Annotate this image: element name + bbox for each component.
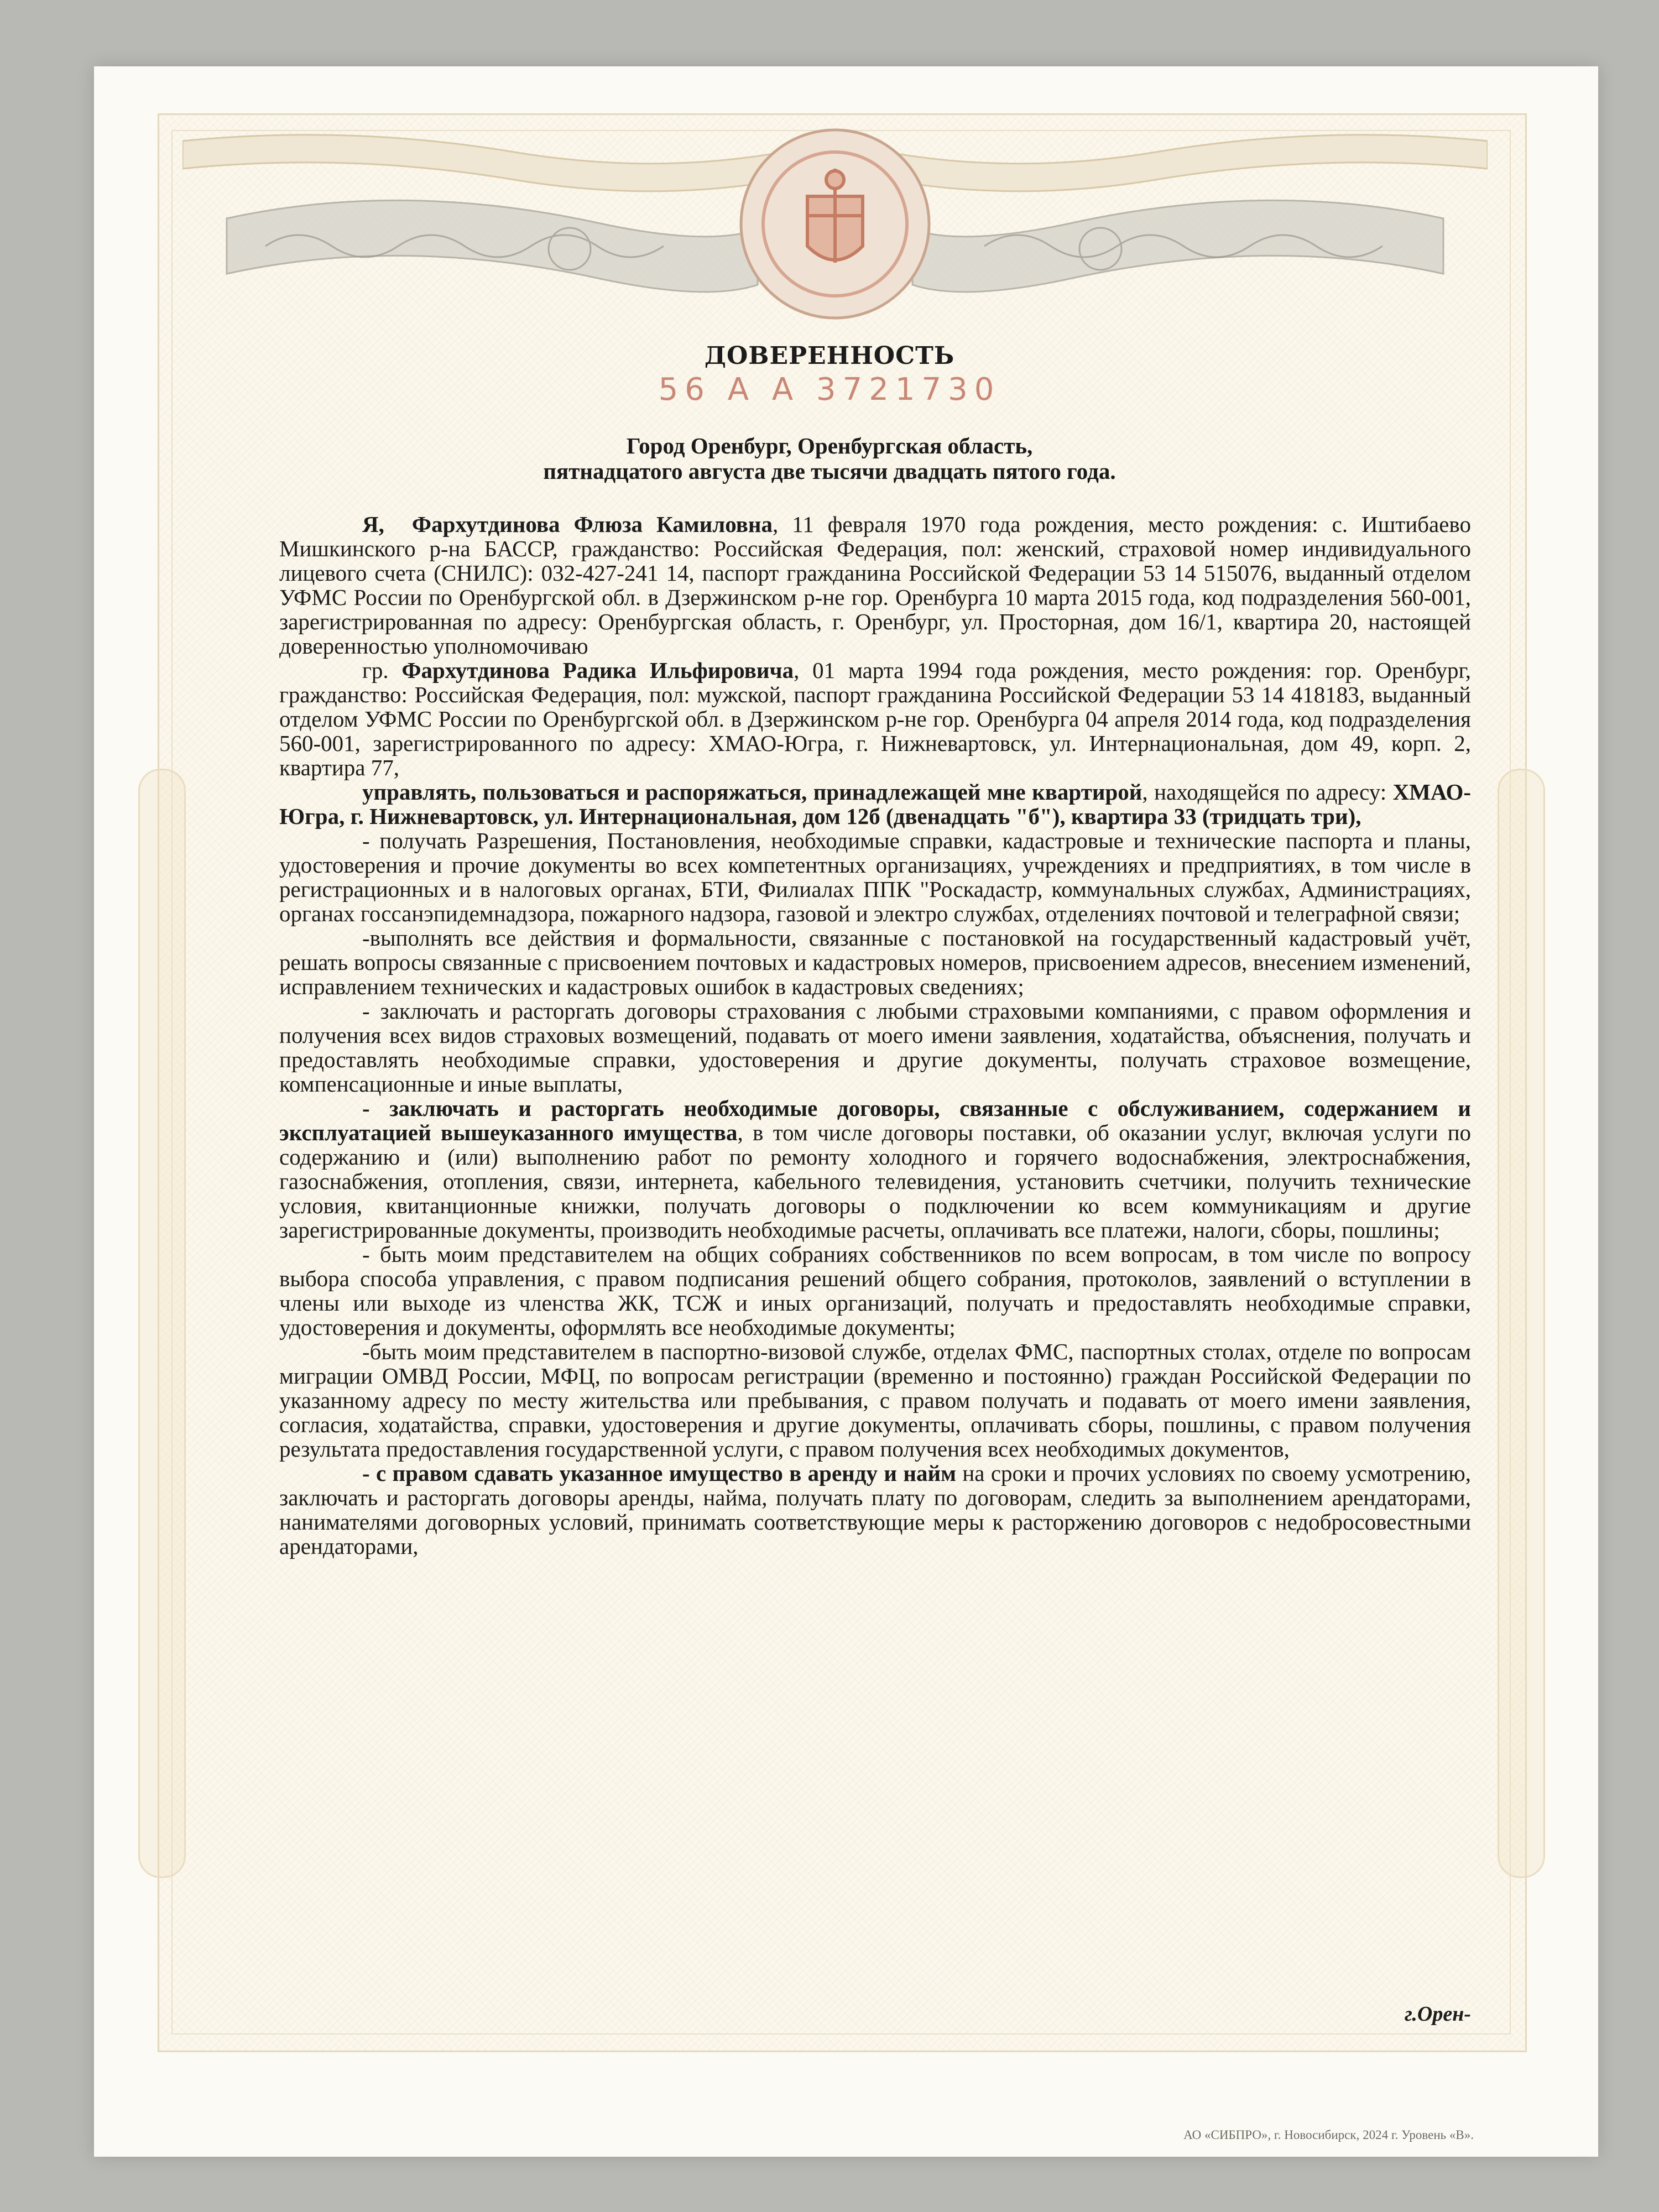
agent-name: Фархутдинова Радика Ильфировича (401, 658, 794, 683)
rent-powers: - с правом сдавать указанное имущество в аренду и найм (362, 1460, 956, 1486)
place-line: Город Оренбург, Оренбургская область, (626, 433, 1033, 458)
agent-prefix: гр. (362, 658, 389, 683)
meetings-paragraph: - быть моим представителем на общих собраниях собственников по всем вопросам, в том числе по вопросу выбора способа управления, с правом подписания решений общего собрания, протоколов, заявлений о вступлении в члены или выходе из членства ЖК, ТСЖ и иных организаций, получать и предоставлять необходимые справки, удостоверения и документы, оформлять все необходимые документы; (279, 1241, 1471, 1340)
property-address: ХМАО-Югра, г. Нижневартовск, ул. Интернациональная, дом 12б (двенадцать "б"), квартира 33 (тридцать три) (279, 779, 1472, 829)
manage-location: , находящейся по адресу: (1142, 779, 1387, 805)
manage-paragraph (279, 780, 1471, 828)
right-scroll-ornament (1498, 769, 1545, 1878)
principal-details: , 11 февраля 1970 года рождения, место рождения: с. Иштибаево Мишкинского р-на БАССР, гражданство: Российская Федерация, пол: женский, страховой номер индивидуального лицевого счета (СНИЛС): 032-427-241 14, паспорт гражданина Российской Федерации 53 14 515076, выданный отделом УФМС России по Оренбургской обл. в Дзержинском р-не гор. Оренбурга 10 марта 2015 года, код подразделения 560-001, зарегистрированная по адресу: Оренбургская область, г. Оренбург, ул. Просторная, дом 16/1, квартира 20, настоящей доверенностью уполномочиваю (279, 512, 1471, 659)
left-scroll-ornament (138, 769, 186, 1878)
documents-paragraph: - получать Разрешения, Постановления, необходимые справки, кадастровые и технические паспорта и планы, удостоверения и прочие документы во всех компетентных организациях, учреждениях и предприятиях, в том числе в регистрационных и в налоговых органах, БТИ, Филиалах ППК "Роскадастр, коммунальных службах, Администрациях, органах госсанэпидемнадзора, пожарного надзора, газовой и электро службах, отделениях почтовой и телеграфной связи; (279, 828, 1471, 926)
emblem-band (182, 119, 1488, 324)
manage-powers: управлять, пользоваться и распоряжаться, принадлежащей мне квартирой (362, 779, 1142, 805)
contracts-details: , в том числе договоры поставки, об оказании услуг, включая услуги по содержанию и (или) выполнению работ по ремонту холодного и горячего водоснабжения, электроснабжения, газоснабжения, отопления, связи, интернета, кабельного телевидения, установить счетчики, получить технические условия, квитанционные книжки, получать договоры о подключении ко всем коммуникациям и другие зарегистрированные документы, производить необходимые расчеты, оплачивать все платежи, налоги, сборы, пошлины; (279, 1120, 1472, 1243)
passport-paragraph: -быть моим представителем в паспортно-визовой службе, отделах ФМС, паспортных столах, отделе по вопросам миграции ОМВД России, МФЦ, по вопросам регистрации (временно и постоянно) граждан Российской Федерации по указанному адресу по месту жительства или пребывания, с правом получать и подавать от моего имени заявления, согласия, ходатайства, справки, удостоверения и другие документы, оплачивать сборы, пошлины, с правом получения результата предоставления государственной услуги, с правом получения всех необходимых документов, (279, 1339, 1471, 1462)
cadastral-paragraph: -выполнять все действия и формальности, связанные с постановкой на государственный кадастровый учёт, решать вопросы связанные с присвоением почтовых и кадастровых номеров, присвоением адресов, внесением изменений, исправлением технических и кадастровых ошибок в кадастровых сведениях; (279, 925, 1471, 999)
rent-details: на сроки и прочих условиях по своему усмотрению, заключать и расторгать договоры аренды, найма, получать плату по договорам, следить за выполнением арендаторами, нанимателями договорных условий, принимать соответствующие меры к расторжению договоров с недобросовестными арендаторами, (279, 1460, 1471, 1559)
principal-name: Фархутдинова Флюза Камиловна (411, 512, 773, 537)
agent-details: , 01 марта 1994 года рождения, место рождения: гор. Оренбург, гражданство: Российская Федерация, пол: мужской, паспорт гражданина Российской Федерации 53 14 418183, выданный отделом УФМС России по Оренбургской обл. в Дзержинском р-не гор. Оренбурга 04 апреля 2014 года, код подразделения 560-001, зарегистрированного по адресу: ХМАО-Югра, г. Нижневартовск, ул. Интернациональная, дом 49, корп. 2, квартира 77, (279, 658, 1471, 780)
continuation-marker: г.Орен- (1404, 2002, 1471, 2026)
blank-number: 56 А А 3721730 (658, 372, 1001, 408)
property-address-end: , (1355, 804, 1361, 829)
printer-footer: АО «СИБПРО», г. Новосибирск, 2024 г. Уровень «В». (1183, 2128, 1474, 2142)
rent-paragraph (279, 1461, 1471, 1558)
principal-intro: Я, (362, 512, 384, 537)
contracts-powers: - заключать и расторгать необходимые договоры, связанные с обслуживанием, содержанием и эксплуатацией вышеуказанного имущества (279, 1095, 1471, 1145)
date-line: пятнадцатого августа две тысячи двадцать пятого года. (543, 458, 1116, 484)
contracts-paragraph (279, 1096, 1471, 1242)
agent-paragraph (279, 658, 1471, 780)
principal-paragraph (279, 512, 1471, 658)
document-title: ДОВЕРЕННОСТЬ (704, 342, 955, 370)
document-body (279, 512, 1471, 1558)
insurance-paragraph: - заключать и расторгать договоры страхования с любыми страховыми компаниями, с правом оформления и получения всех видов страховых возмещений, подавать от моего имени заявления, ходатайства, объяснения, получать и предоставлять необходимые справки, удостоверения и другие документы, получать страховое возмещение, компенсационные и иные выплаты, (279, 998, 1471, 1097)
